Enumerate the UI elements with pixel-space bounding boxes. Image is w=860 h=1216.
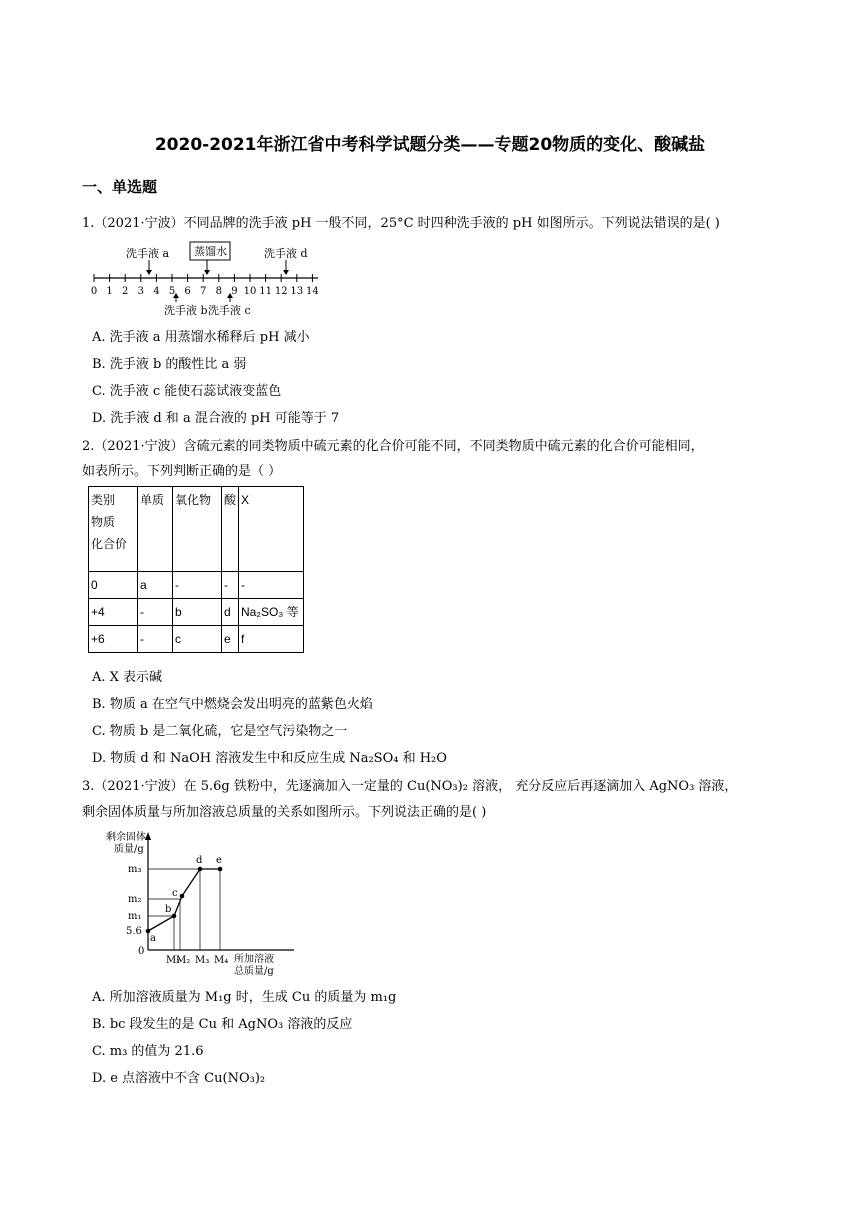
label-distilled-water: 蒸馏水 (194, 245, 227, 258)
ph-tick-label: 11 (259, 286, 272, 297)
y-tick-m1: m₁ (128, 911, 142, 922)
mass-graph-figure (104, 830, 314, 976)
arrow-d-head (283, 270, 289, 275)
question-2-stem-line2: 如表所示。下列判断正确的是（ ） (82, 464, 282, 479)
table-header-row (89, 487, 304, 572)
ph-tick-label: 8 (215, 286, 222, 297)
table-cell: d (222, 599, 239, 626)
label-point-a: a (150, 933, 156, 944)
mass-curve (148, 869, 220, 931)
q1-option-a: A. 洗手液 a 用蒸馏水稀释后 pH 减小 (92, 330, 310, 345)
ph-tick-label: 2 (122, 286, 129, 297)
table-cell: - (222, 572, 239, 599)
table-cell: - (173, 572, 222, 599)
sulfur-valence-table (88, 486, 304, 653)
x-tick-M1: M₁ (166, 955, 181, 966)
table-cell: - (239, 572, 304, 599)
y-axis-label-2: 质量/g (114, 844, 144, 855)
ph-scale-figure (86, 236, 326, 320)
q3-option-b: B. bc 段发生的是 Cu 和 AgNO₃ 溶液的反应 (92, 1017, 353, 1032)
label-point-e: e (216, 855, 222, 866)
y-tick-m2: m₂ (128, 894, 142, 905)
table-cell: +6 (89, 626, 138, 653)
ph-tick-label: 6 (184, 286, 191, 297)
x-tick-M3: M₃ (195, 955, 210, 966)
question-3-stem-line2: 剩余固体质量与所加溶液总质量的关系如图所示。下列说法正确的是( ) (82, 805, 487, 820)
table-cell: f (239, 626, 304, 653)
label-point-b: b (165, 904, 172, 915)
y-tick-m3: m₃ (128, 864, 142, 875)
table-cell: Na₂SO₃ 等 (239, 599, 304, 626)
table-cell: c (173, 626, 222, 653)
table-cell: - (138, 599, 173, 626)
origin-label: 0 (138, 946, 145, 957)
ph-tick-label: 5 (168, 286, 176, 297)
x-tick-M4: M₄ (214, 955, 229, 966)
y-tick-5.6: 5.6 (126, 926, 142, 937)
table-cell: b (173, 599, 222, 626)
arrow-a-head (146, 270, 152, 275)
q2-option-c: C. 物质 b 是二氧化硫，它是空气污染物之一 (92, 724, 348, 739)
table-row (89, 572, 304, 599)
y-axis-label-1: 剩余固体 (106, 832, 146, 843)
ph-tick-label: 13 (290, 286, 304, 297)
table-cell: - (138, 626, 173, 653)
label-handwash-a: 洗手液 a (126, 247, 170, 260)
ph-tick-label: 9 (231, 286, 238, 297)
table-corner-cell: 类别 物质 化合价 (89, 487, 138, 572)
q3-option-d: D. e 点溶液中不含 Cu(NO₃)₂ (92, 1071, 266, 1086)
page-title: 2020-2021年浙江省中考科学试题分类——专题20物质的变化、酸碱盐 (154, 135, 706, 155)
ph-tick-label: 7 (200, 286, 207, 297)
ph-tick-label: 3 (137, 286, 144, 297)
table-row (89, 599, 304, 626)
label-point-d: d (196, 855, 203, 866)
x-tick-M2: M₂ (176, 955, 191, 966)
ph-tick-label: 10 (243, 286, 257, 297)
table-row (89, 626, 304, 653)
table-header-cell: 氧化物 (173, 487, 222, 572)
label-handwash-d: 洗手液 d (264, 247, 308, 260)
table-cell: 0 (89, 572, 138, 599)
label-point-c: c (172, 888, 178, 899)
point-e (218, 867, 223, 872)
q2-option-a: A. X 表示碱 (92, 670, 163, 685)
label-handwash-b: 洗手液 b (164, 304, 208, 317)
question-1-stem: 1.（2021·宁波）不同品牌的洗手液 pH 一般不同，25°C 时四种洗手液的 pH 如图所示。下列说法错误的是( ) (82, 216, 720, 231)
x-axis-label-1: 所加溶液 (234, 954, 274, 965)
table-header-cell: 酸 (222, 487, 239, 572)
q1-option-b: B. 洗手液 b 的酸性比 a 弱 (92, 357, 247, 372)
ph-tick-label: 0 (90, 286, 98, 297)
q1-option-c: C. 洗手液 c 能使石蕊试液变蓝色 (92, 384, 282, 399)
point-d (198, 867, 203, 872)
ph-tick-label: 12 (274, 286, 288, 297)
ph-tick-label: 1 (106, 286, 113, 297)
q3-option-a: A. 所加溶液质量为 M₁g 时，生成 Cu 的质量为 m₁g (92, 990, 397, 1005)
q1-option-d: D. 洗手液 d 和 a 混合液的 pH 可能等于 7 (92, 411, 340, 426)
arrow-water-head (204, 270, 210, 275)
table-cell: +4 (89, 599, 138, 626)
table-header-cell: X (239, 487, 304, 572)
table-cell: e (222, 626, 239, 653)
table-header-cell: 单质 (138, 487, 173, 572)
point-b (172, 914, 177, 919)
question-3-stem-line1: 3.（2021·宁波）在 5.6g 铁粉中，先逐滴加入一定量的 Cu(NO₃)₂ 溶液， 充分反应后再逐滴加入 AgNO₃ 溶液， (82, 779, 738, 794)
point-c (180, 894, 185, 899)
question-2-stem-line1: 2.（2021·宁波）含硫元素的同类物质中硫元素的化合价可能不同，不同类物质中硫元素的化合价可能相同， (82, 439, 704, 454)
ph-tick-label: 14 (306, 286, 319, 297)
q2-option-d: D. 物质 d 和 NaOH 溶液发生中和反应生成 Na₂SO₄ 和 H₂O (92, 751, 447, 766)
ph-tick-label: 4 (153, 286, 160, 297)
q2-option-b: B. 物质 a 在空气中燃烧会发出明亮的蓝紫色火焰 (92, 697, 373, 712)
q3-option-c: C. m₃ 的值为 21.6 (92, 1044, 204, 1059)
section-heading: 一、单选题 (82, 178, 158, 196)
table-cell: a (138, 572, 173, 599)
x-axis-label-2: 总质量/g (234, 966, 274, 976)
label-handwash-c: 洗手液 c (208, 304, 251, 317)
